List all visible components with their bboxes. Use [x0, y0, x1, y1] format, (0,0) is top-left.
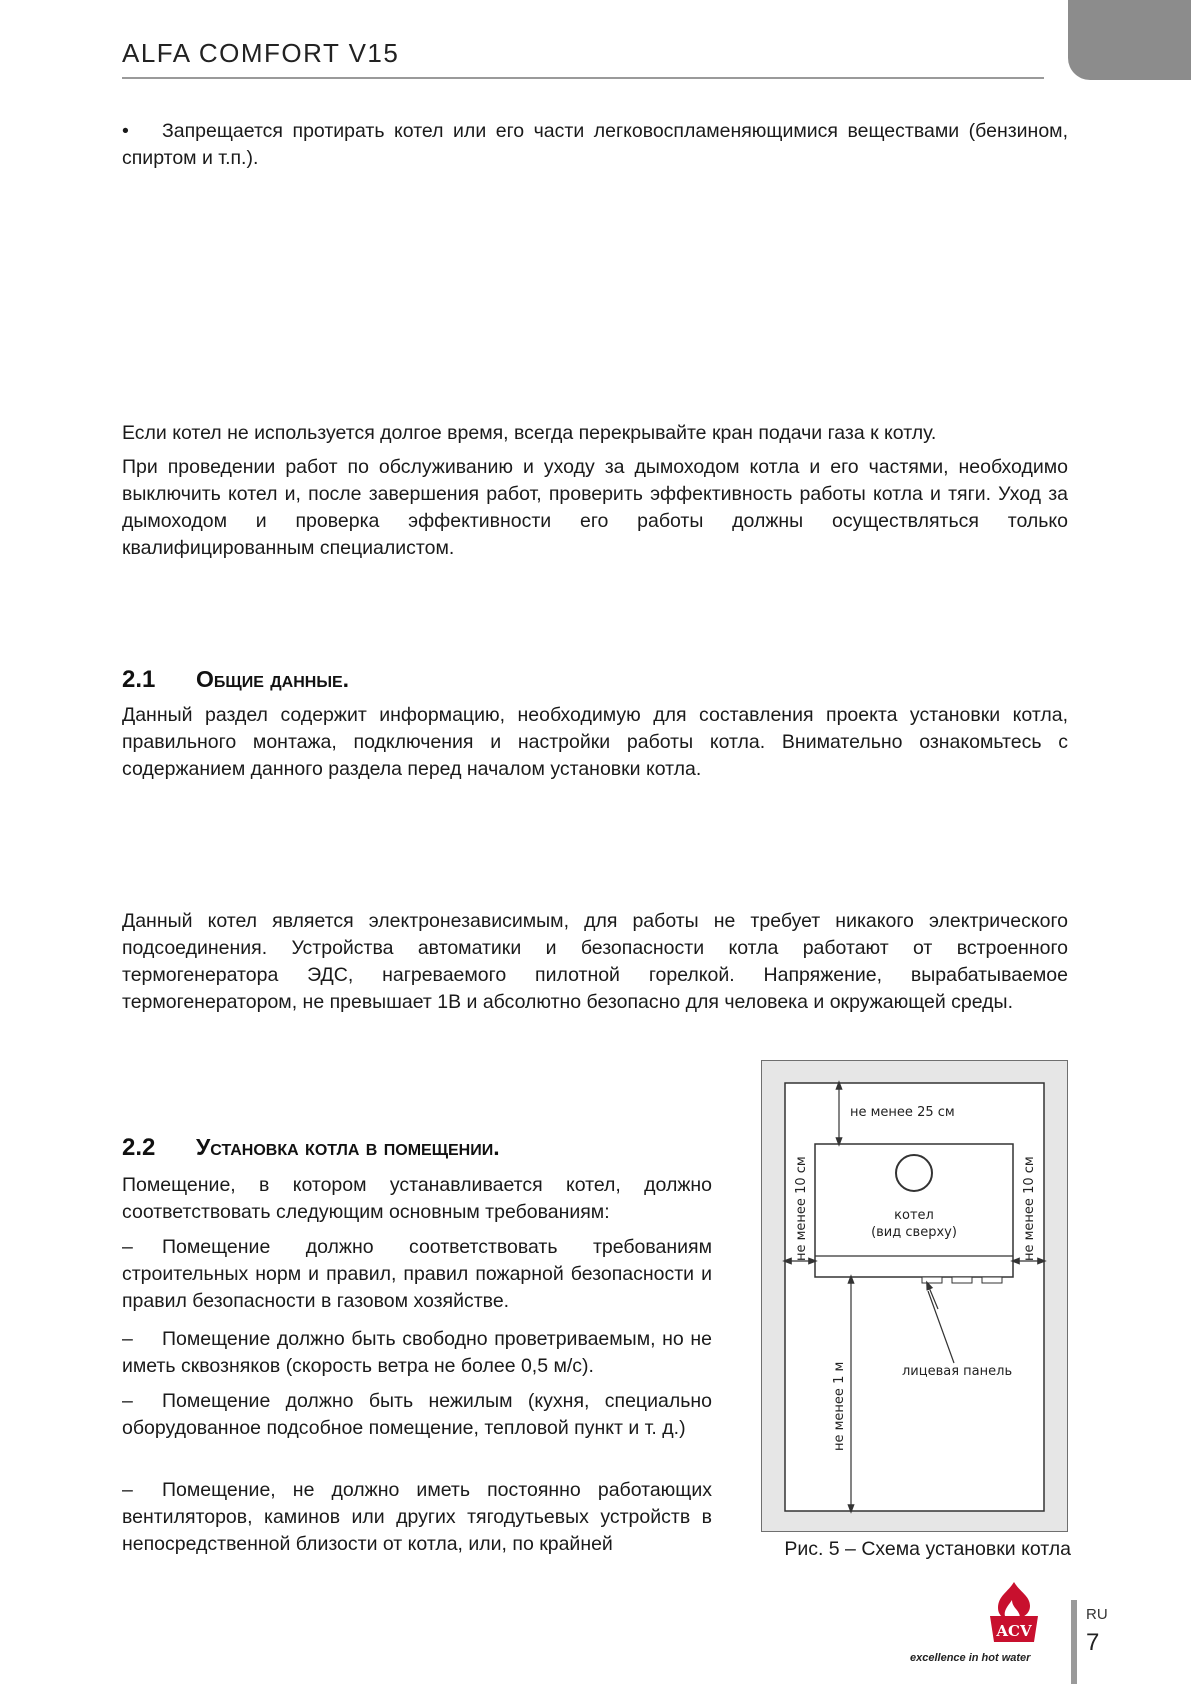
svg-text:ACV: ACV: [996, 1622, 1032, 1640]
intro-bullet-text: Запрещается протирать котел или его части легковоспламеняющимися веществами (бензином, спиртом и т.п.).: [122, 120, 1068, 169]
paragraph-room-requirements: Помещение, в котором устанавливается котел, должно соответствовать следующим основным требованиям:: [122, 1174, 712, 1223]
section-heading-2-1: [122, 666, 349, 694]
front-panel-label: лицевая панель: [902, 1364, 1013, 1379]
page-number: 7: [1086, 1629, 1100, 1656]
front-clearance-label: не менее 1 м: [832, 1361, 847, 1451]
section-title: Установка котла в помещении.: [196, 1134, 500, 1160]
paragraph-general-data: Данный раздел содержит информацию, необходимую для составления проекта установки котла, правильного монтажа, подключения и настройки работы котла. Внимательно ознакомьтесь с содержанием данного раздела перед началом установки котла.: [122, 704, 1068, 780]
paragraph-gas-valve: Если котел не используется долгое время, всегда перекрывайте кран подачи газа к котлу.: [122, 422, 937, 444]
section-number: 2.2: [122, 1134, 156, 1161]
installation-diagram: [761, 1060, 1068, 1532]
flue-outlet-icon: [896, 1155, 932, 1191]
list-item: – Помещение должно быть свободно проветриваемым, но не иметь сквозняков (скорость ветра не более 0,5 м/с).: [122, 1328, 712, 1377]
right-clearance-label: не менее 10 см: [1022, 1156, 1037, 1261]
header-divider: [122, 77, 1044, 79]
top-clearance-label: не менее 25 см: [850, 1105, 955, 1120]
paragraph-power-independence: Данный котел является электронезависимым, для работы не требует никакого электрического подсоединения. Устройства автоматики и безопасности котла работают от встроенного термогенератора ЭДС, нагреваемого пилотной горелкой. Напряжение, вырабатываемое термогенератором, не превышает 1В и абсолютно безопасно для человека и окружающей среды.: [122, 910, 1068, 1013]
header-corner-tab: [1068, 0, 1191, 80]
section-heading-2-2: [122, 1134, 500, 1162]
bullet-marker: •: [122, 120, 129, 142]
list-item: – Помещение должно соответствовать требованиям строительных норм и правил, правил пожарной безопасности и правил безопасности в газовом хозяйстве.: [122, 1236, 712, 1312]
list-item: – Помещение должно быть нежилым (кухня, специально оборудованное подсобное помещение, тепловой пункт и т. д.): [122, 1390, 712, 1439]
section-title: Общие данные.: [196, 666, 350, 692]
figure-caption: Рис. 5 – Схема установки котла: [784, 1538, 1071, 1560]
tagline: excellence in hot water: [910, 1652, 1031, 1664]
section-number: 2.1: [122, 666, 156, 693]
acv-logo: [986, 1580, 1042, 1646]
installation-diagram-svg: [762, 1061, 1067, 1531]
list-item: – Помещение, не должно иметь постоянно работающих вентиляторов, каминов или других тягодутьевых устройств в непосредственной близости от котла, или, по крайней: [122, 1479, 712, 1555]
intro-bullet: [122, 118, 1068, 172]
paragraph-chimney-maintenance: При проведении работ по обслуживанию и уходу за дымоходом котла и его частями, необходимо выключить котел и, после завершения работ, проверить эффективность работы котла и тяги. Уход за дымоходом и проверка эффективности его работы должны осуществляться только квалифицированным специалистом.: [122, 456, 1068, 559]
footer-divider: [1071, 1600, 1077, 1684]
language-code: RU: [1086, 1606, 1108, 1623]
boiler-sublabel: (вид сверху): [871, 1225, 957, 1240]
document-title: ALFA COMFORT V15: [122, 38, 400, 68]
left-clearance-label: не менее 10 см: [794, 1156, 809, 1261]
boiler-label: котел: [894, 1208, 934, 1223]
